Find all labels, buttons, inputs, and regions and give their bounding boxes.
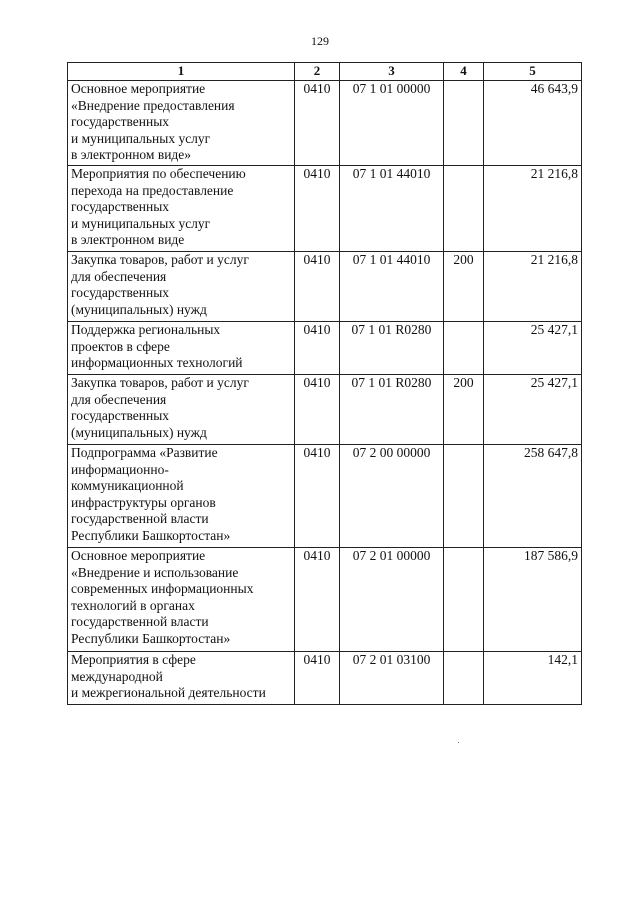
column-header-2: 2 — [295, 63, 340, 81]
row-name-cell: Закупка товаров, работ и услуг для обеспечения государственных (муниципальных) нужд — [68, 375, 295, 445]
column-header-4: 4 — [444, 63, 484, 81]
amount-cell: 25 427,1 — [484, 375, 582, 445]
section-code-cell: 0410 — [295, 445, 340, 548]
expense-type-cell — [444, 81, 484, 166]
expense-type-cell — [444, 166, 484, 252]
target-article-cell: 07 2 00 00000 — [340, 445, 444, 548]
table-row — [68, 445, 582, 548]
table-row — [68, 81, 582, 166]
expense-type-cell — [444, 322, 484, 375]
row-name-cell: Закупка товаров, работ и услуг для обеспечения государственных (муниципальных) нужд — [68, 252, 295, 322]
table-row — [68, 375, 582, 445]
target-article-cell: 07 1 01 44010 — [340, 166, 444, 252]
section-code-cell: 0410 — [295, 166, 340, 252]
row-name-cell: Подпрограмма «Развитие информационно- коммуникационной инфраструктуры органов государственной власти Республики Башкортостан» — [68, 445, 295, 548]
table-header-row — [68, 63, 582, 81]
row-name-cell: Основное мероприятие «Внедрение предоставления государственных и муниципальных услуг в электронном виде» — [68, 81, 295, 166]
expense-type-cell — [444, 652, 484, 705]
section-code-cell: 0410 — [295, 252, 340, 322]
amount-cell: 187 586,9 — [484, 548, 582, 652]
row-name-cell: Мероприятия в сфере международной и межрегиональной деятельности — [68, 652, 295, 705]
table-row — [68, 252, 582, 322]
section-code-cell: 0410 — [295, 322, 340, 375]
amount-cell: 258 647,8 — [484, 445, 582, 548]
column-header-3: 3 — [340, 63, 444, 81]
section-code-cell: 0410 — [295, 548, 340, 652]
budget-table — [67, 62, 582, 705]
scan-speck — [458, 742, 459, 743]
expense-type-cell — [444, 548, 484, 652]
row-name-cell: Поддержка региональных проектов в сфере информационных технологий — [68, 322, 295, 375]
column-header-5: 5 — [484, 63, 582, 81]
target-article-cell: 07 1 01 R0280 — [340, 375, 444, 445]
target-article-cell: 07 1 01 R0280 — [340, 322, 444, 375]
expense-type-cell: 200 — [444, 375, 484, 445]
amount-cell: 21 216,8 — [484, 166, 582, 252]
table-row — [68, 322, 582, 375]
row-name-cell: Мероприятия по обеспечению перехода на предоставление государственных и муниципальных услуг в электронном виде — [68, 166, 295, 252]
amount-cell: 46 643,9 — [484, 81, 582, 166]
section-code-cell: 0410 — [295, 81, 340, 166]
target-article-cell: 07 1 01 00000 — [340, 81, 444, 166]
amount-cell: 142,1 — [484, 652, 582, 705]
table-row — [68, 652, 582, 705]
expense-type-cell — [444, 445, 484, 548]
target-article-cell: 07 1 01 44010 — [340, 252, 444, 322]
table-row — [68, 548, 582, 652]
column-header-1: 1 — [68, 63, 295, 81]
row-name-cell: Основное мероприятие «Внедрение и использование современных информационных технологий в органах государственной власти Республики Башкортостан» — [68, 548, 295, 652]
amount-cell: 25 427,1 — [484, 322, 582, 375]
target-article-cell: 07 2 01 00000 — [340, 548, 444, 652]
expense-type-cell: 200 — [444, 252, 484, 322]
section-code-cell: 0410 — [295, 652, 340, 705]
section-code-cell: 0410 — [295, 375, 340, 445]
table-row — [68, 166, 582, 252]
target-article-cell: 07 2 01 03100 — [340, 652, 444, 705]
page-number: 129 — [311, 34, 329, 48]
amount-cell: 21 216,8 — [484, 252, 582, 322]
